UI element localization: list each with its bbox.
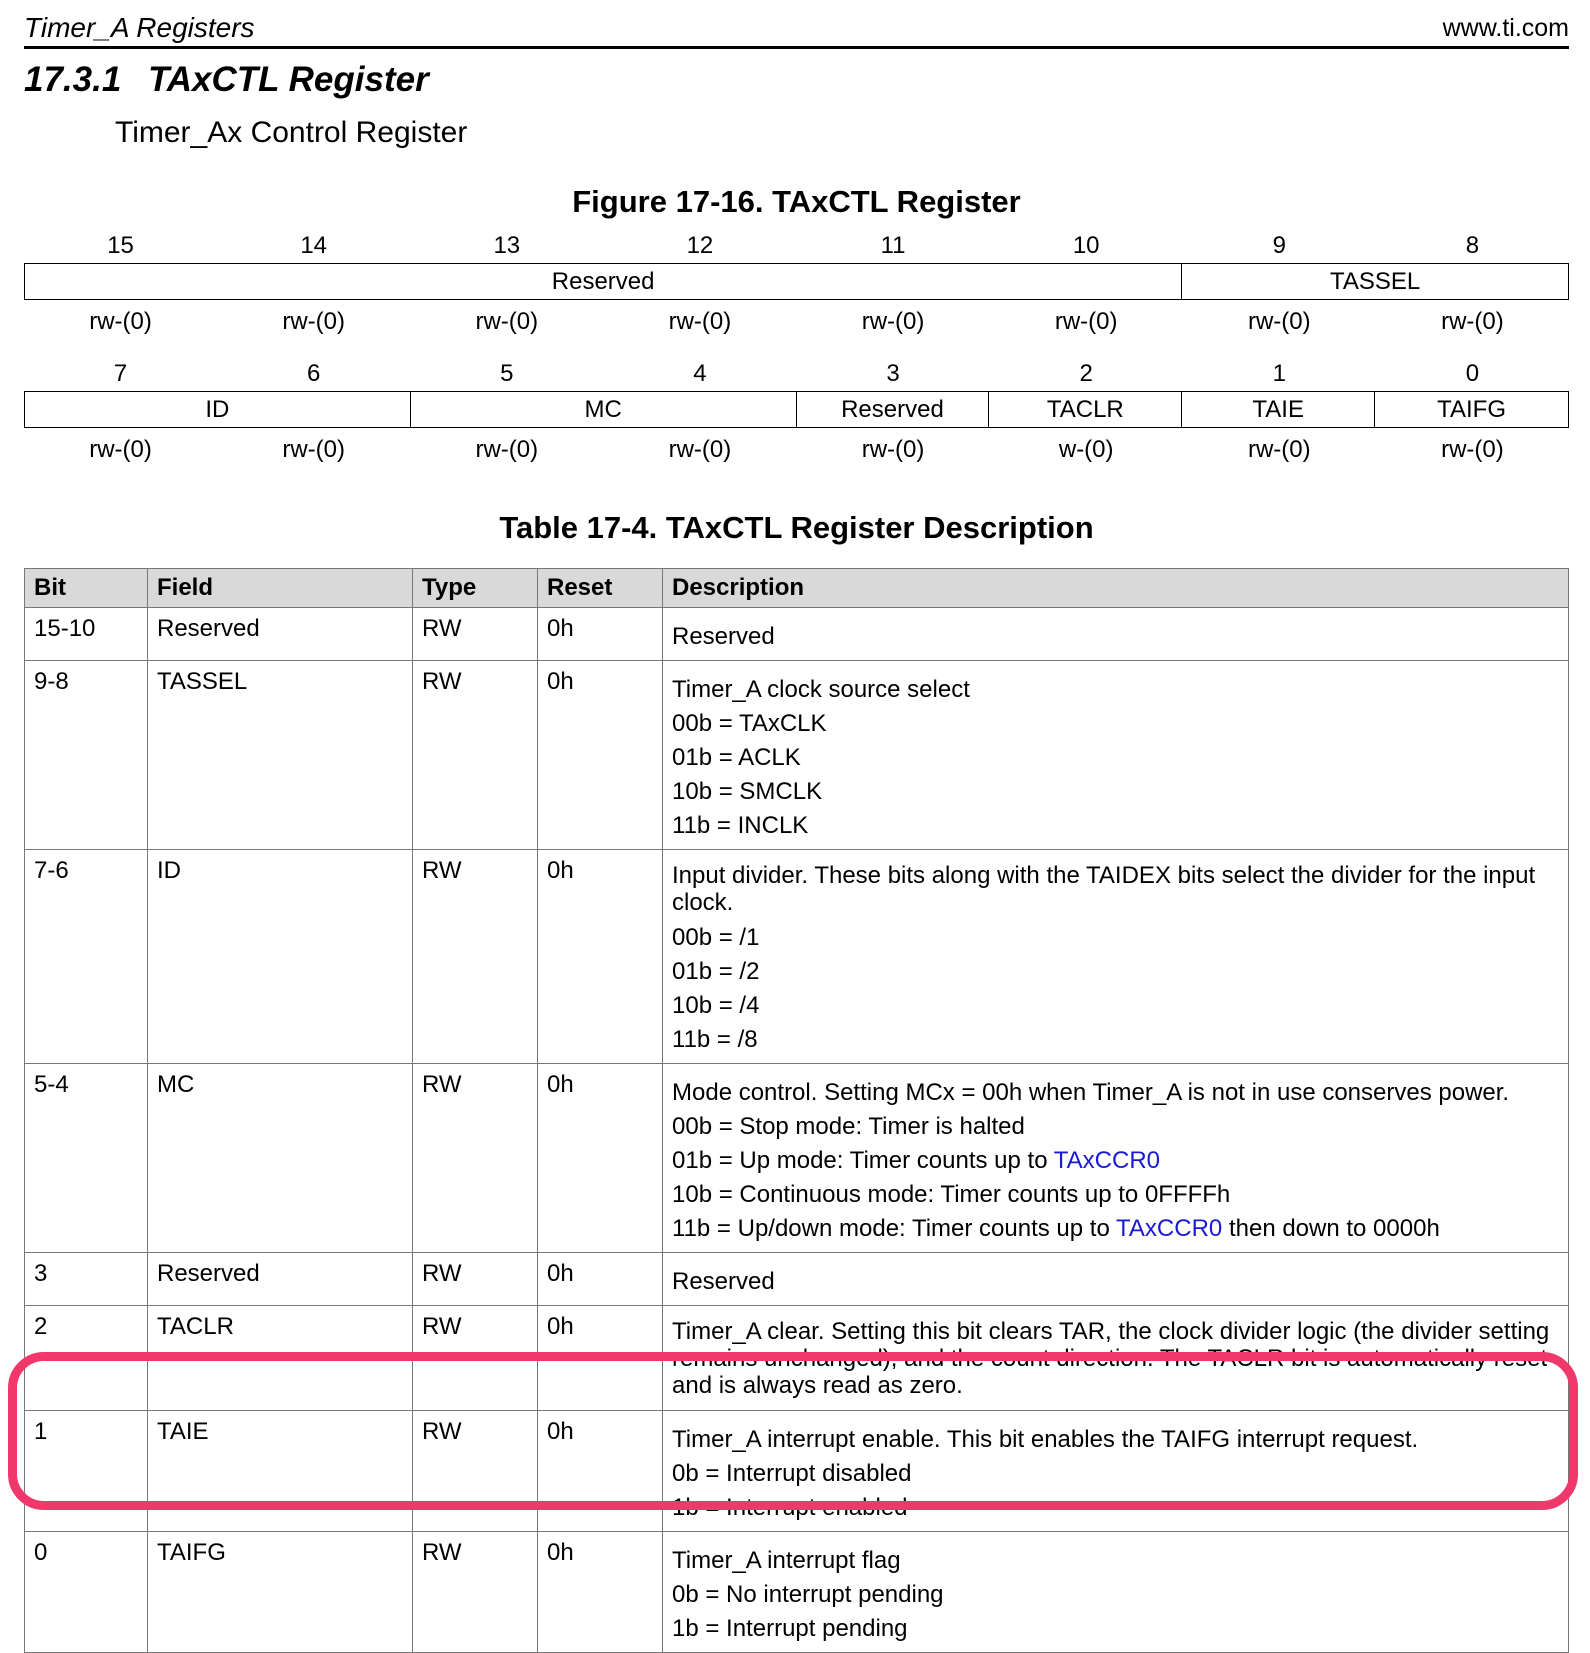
bit-number: 7 bbox=[113, 360, 128, 387]
header-bit: Bit bbox=[25, 569, 148, 608]
cell-bit: 3 bbox=[25, 1253, 148, 1306]
section-title-text: TAxCTL Register bbox=[148, 60, 429, 99]
bit-number: 12 bbox=[686, 232, 714, 259]
bit-number: 6 bbox=[307, 360, 321, 387]
description-line: Input divider. These bits along with the TAIDEX bits select the divider for the input clock. bbox=[672, 862, 1536, 916]
table-row bbox=[25, 1306, 1569, 1411]
table-row bbox=[25, 1411, 1569, 1532]
header-reset: Reset bbox=[538, 569, 663, 608]
field-tassel: TASSEL bbox=[1329, 267, 1421, 295]
description-line: 00b = TAxCLK bbox=[672, 710, 827, 737]
cell-reset: 0h bbox=[538, 850, 663, 1064]
access-label: rw-(0) bbox=[668, 436, 732, 463]
description-line: 10b = Continuous mode: Timer counts up to 0FFFFh bbox=[672, 1181, 1231, 1208]
bit-number: 3 bbox=[886, 360, 900, 387]
description-line bbox=[672, 1144, 1559, 1178]
cell-type: RW bbox=[413, 850, 538, 1064]
cell-description bbox=[663, 850, 1569, 1064]
field-reserved-high: Reserved bbox=[25, 264, 1182, 299]
field-reserved-low: Reserved bbox=[797, 392, 990, 427]
cell-type: RW bbox=[413, 1411, 538, 1532]
register-description-table bbox=[24, 568, 1569, 1653]
cell-field: Reserved bbox=[148, 608, 413, 661]
access-label: rw-(0) bbox=[861, 308, 925, 335]
description-line: Reserved bbox=[672, 1268, 775, 1295]
cell-reset: 0h bbox=[538, 1064, 663, 1253]
description-line: 0b = Interrupt disabled bbox=[672, 1460, 912, 1487]
bit-number: 5 bbox=[500, 360, 514, 387]
cell-reset: 0h bbox=[538, 608, 663, 661]
low-access-row bbox=[24, 436, 1569, 464]
bit-number: 14 bbox=[300, 232, 328, 259]
cell-field: Reserved bbox=[148, 1253, 413, 1306]
figure-caption: Figure 17-16. TAxCTL Register bbox=[572, 184, 1021, 219]
cell-description bbox=[663, 661, 1569, 850]
description-line: Timer_A clock source select bbox=[672, 676, 970, 703]
cell-type: RW bbox=[413, 1306, 538, 1411]
access-label: rw-(0) bbox=[668, 308, 732, 335]
cell-reset: 0h bbox=[538, 1411, 663, 1532]
description-line: Timer_A clear. Setting this bit clears TAR, the clock divider logic (the divider setting remains unchanged), and the count direction. The TACLR bit is automatically reset and is always read as zero. bbox=[672, 1318, 1550, 1399]
bit-number: 10 bbox=[1072, 232, 1100, 259]
cell-bit: 2 bbox=[25, 1306, 148, 1411]
description-line: Timer_A interrupt enable. This bit enables the TAIFG interrupt request. bbox=[672, 1426, 1419, 1453]
description-line bbox=[672, 1212, 1559, 1246]
description-line: Reserved bbox=[672, 623, 775, 650]
access-label: rw-(0) bbox=[475, 436, 539, 463]
description-line: 01b = /2 bbox=[672, 958, 760, 985]
description-line: 1b = Interrupt pending bbox=[672, 1615, 908, 1642]
access-label: rw-(0) bbox=[1054, 308, 1118, 335]
header-description: Description bbox=[663, 569, 1569, 608]
cell-description bbox=[663, 608, 1569, 661]
description-line: 10b = SMCLK bbox=[672, 778, 823, 805]
description-line: Timer_A interrupt flag bbox=[672, 1547, 901, 1574]
high-byte-fields bbox=[24, 263, 1569, 300]
section-title bbox=[24, 60, 429, 100]
access-label: rw-(0) bbox=[861, 436, 925, 463]
cell-reset: 0h bbox=[538, 1306, 663, 1411]
cell-description bbox=[663, 1253, 1569, 1306]
cell-field: TAIE bbox=[148, 1411, 413, 1532]
description-line: 0b = No interrupt pending bbox=[672, 1581, 944, 1608]
field-taclr: TACLR bbox=[989, 392, 1182, 427]
description-line: 11b = /8 bbox=[672, 1026, 758, 1053]
description-line: 00b = Stop mode: Timer is halted bbox=[672, 1113, 1025, 1140]
table-row bbox=[25, 1253, 1569, 1306]
access-label: rw-(0) bbox=[1441, 308, 1504, 335]
bit-number: 4 bbox=[693, 360, 707, 387]
cell-type: RW bbox=[413, 1253, 538, 1306]
table-row bbox=[25, 661, 1569, 850]
cell-field: TASSEL bbox=[148, 661, 413, 850]
cell-field: TACLR bbox=[148, 1306, 413, 1411]
description-line: 10b = /4 bbox=[672, 992, 760, 1019]
cell-field: TAIFG bbox=[148, 1532, 413, 1653]
low-byte-fields bbox=[24, 391, 1569, 428]
cell-description bbox=[663, 1411, 1569, 1532]
table-row bbox=[25, 608, 1569, 661]
taxccr0-link[interactable]: TAxCCR0 bbox=[1116, 1215, 1223, 1242]
cell-type: RW bbox=[413, 608, 538, 661]
cell-bit: 7-6 bbox=[25, 850, 148, 1064]
cell-field: ID bbox=[148, 850, 413, 1064]
description-text: then down to 0000h bbox=[1222, 1215, 1440, 1242]
access-label: rw-(0) bbox=[475, 308, 539, 335]
description-text: 01b = Up mode: Timer counts up to bbox=[672, 1147, 1054, 1174]
access-label: rw-(0) bbox=[1441, 436, 1504, 463]
cell-type: RW bbox=[413, 661, 538, 850]
description-line: 11b = INCLK bbox=[672, 812, 809, 839]
section-number: 17.3.1 bbox=[24, 60, 122, 99]
section-subtitle: Timer_Ax Control Register bbox=[115, 116, 468, 149]
description-line: 00b = /1 bbox=[672, 924, 760, 951]
bit-number: 11 bbox=[880, 232, 906, 259]
table-row bbox=[25, 850, 1569, 1064]
bit-number: 1 bbox=[1272, 360, 1286, 387]
cell-type: RW bbox=[413, 1532, 538, 1653]
access-label: rw-(0) bbox=[1247, 436, 1311, 463]
access-label: rw-(0) bbox=[1247, 308, 1311, 335]
bit-number: 2 bbox=[1079, 360, 1093, 387]
access-label: w-(0) bbox=[1058, 436, 1114, 463]
bit-number: 8 bbox=[1465, 232, 1480, 259]
cell-bit: 1 bbox=[25, 1411, 148, 1532]
description-line: 01b = ACLK bbox=[672, 744, 801, 771]
cell-reset: 0h bbox=[538, 1253, 663, 1306]
cell-reset: 0h bbox=[538, 661, 663, 850]
bit-number: 13 bbox=[493, 232, 521, 259]
bit-number: 15 bbox=[107, 232, 134, 259]
cell-type: RW bbox=[413, 1064, 538, 1253]
cell-bit: 5-4 bbox=[25, 1064, 148, 1253]
access-label: rw-(0) bbox=[89, 308, 152, 335]
field-id: ID bbox=[25, 392, 411, 427]
description-text: 11b = Up/down mode: Timer counts up to bbox=[672, 1215, 1117, 1242]
table-row bbox=[25, 1532, 1569, 1653]
header-url[interactable]: www.ti.com bbox=[1442, 14, 1569, 42]
cell-description bbox=[663, 1306, 1569, 1411]
description-line: Mode control. Setting MCx = 00h when Timer_A is not in use conserves power. bbox=[672, 1079, 1510, 1106]
field-mc: MC bbox=[411, 392, 797, 427]
access-label: rw-(0) bbox=[89, 436, 152, 463]
bit-number: 9 bbox=[1272, 232, 1286, 259]
table-header-row bbox=[25, 569, 1569, 608]
high-bit-numbers bbox=[24, 232, 1569, 260]
cell-bit: 15-10 bbox=[25, 608, 148, 661]
header-type: Type bbox=[413, 569, 538, 608]
header-section-name: Timer_A Registers bbox=[24, 12, 255, 43]
cell-bit: 9-8 bbox=[25, 661, 148, 850]
cell-field: MC bbox=[148, 1064, 413, 1253]
field-taie: TAIE bbox=[1182, 392, 1375, 427]
cell-bit: 0 bbox=[25, 1532, 148, 1653]
header-field: Field bbox=[148, 569, 413, 608]
access-label: rw-(0) bbox=[282, 436, 346, 463]
table-row bbox=[25, 1064, 1569, 1253]
cell-reset: 0h bbox=[538, 1532, 663, 1653]
taxccr0-link[interactable]: TAxCCR0 bbox=[1053, 1147, 1161, 1174]
field-taifg: TAIFG bbox=[1437, 395, 1506, 423]
cell-description bbox=[663, 1532, 1569, 1653]
high-access-row bbox=[24, 308, 1569, 336]
low-bit-numbers bbox=[24, 360, 1569, 388]
table-caption: Table 17-4. TAxCTL Register Description bbox=[499, 510, 1094, 545]
cell-description bbox=[663, 1064, 1569, 1253]
bit-number: 0 bbox=[1465, 360, 1480, 387]
page-header bbox=[24, 10, 1569, 49]
access-label: rw-(0) bbox=[282, 308, 346, 335]
description-line: 1b = Interrupt enabled bbox=[672, 1494, 908, 1521]
